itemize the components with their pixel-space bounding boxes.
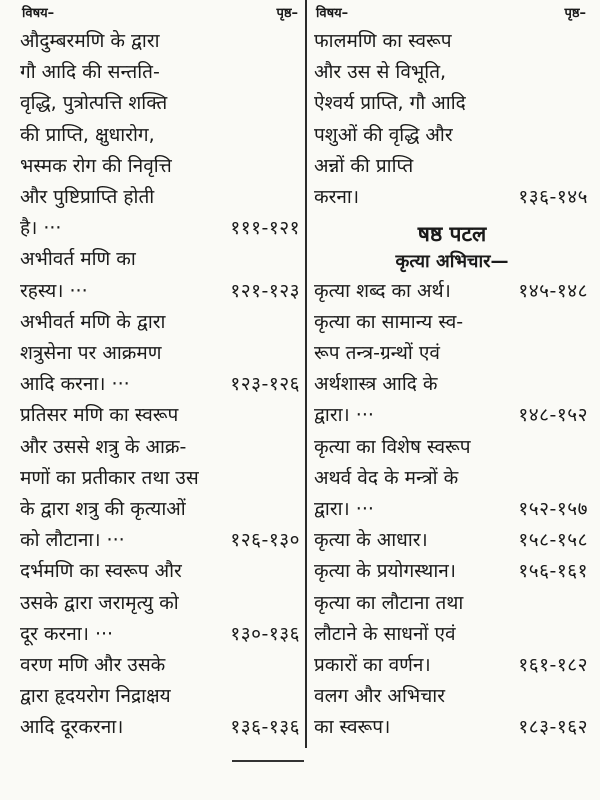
entry-text: कृत्या का विशेष स्वरूप <box>314 435 471 458</box>
entry-text: अर्थशास्त्र आदि के <box>314 373 438 396</box>
entry-page-range: १५८-१५८ <box>518 529 588 552</box>
entry-text: और उस से विभूति, <box>314 61 447 84</box>
index-entry-line <box>20 525 302 556</box>
index-entry-line <box>20 494 302 525</box>
entry-text: कृत्या के प्रयोगस्थान। <box>314 560 456 583</box>
index-entry-line <box>314 57 590 88</box>
index-entry-line <box>20 151 302 182</box>
entry-text: अभीवर्त मणि का <box>20 248 136 271</box>
entry-text: करना। <box>314 186 360 208</box>
entry-page-range: १५२-१५७ <box>518 498 588 520</box>
entry-page-range: १२३-१२६ <box>230 373 300 396</box>
index-entry-line <box>20 400 302 431</box>
index-entry-line <box>20 182 302 213</box>
entry-page-range: १४५-१४८ <box>518 279 588 302</box>
entry-text: कृत्या का लौटाना तथा <box>314 591 464 614</box>
subject-heading: विषय– <box>22 6 55 21</box>
index-entry-line <box>20 588 302 619</box>
entry-text: की प्राप्ति, क्षुधारोग, <box>20 123 155 146</box>
page-heading: पृष्ठ– <box>564 6 586 21</box>
entry-page-range: १४८-१५२ <box>518 404 588 427</box>
index-entry-line <box>20 213 302 244</box>
entry-page-range: १५६-१६१ <box>518 560 588 583</box>
index-entry-line <box>314 588 590 619</box>
page-heading: पृष्ठ– <box>276 6 298 21</box>
entry-text: और पुष्टिप्राप्ति होती <box>20 186 155 208</box>
index-entry-line <box>314 276 590 307</box>
index-entry-line <box>314 432 590 463</box>
index-entry-line <box>20 369 302 400</box>
entry-text: शत्रुसेना पर आक्रमण <box>20 342 162 364</box>
entry-text: द्वारा। ··· <box>314 498 374 520</box>
entry-text: के द्वारा शत्रु की कृत्याओं <box>20 498 186 520</box>
entry-text: द्वारा हृदयरोग निद्राक्षय <box>20 685 171 708</box>
entry-text: प्रकारों का वर्णन। <box>314 654 431 676</box>
index-entry-line <box>314 400 590 431</box>
entry-page-range: १३६-१३६ <box>230 716 300 739</box>
entry-text: लौटाने के साधनों एवं <box>314 622 456 645</box>
entry-text: प्रतिसर मणि का स्वरूप <box>20 404 179 427</box>
entry-text: वरण मणि और उसके <box>20 654 166 676</box>
entry-text: द्वारा। ··· <box>314 404 374 427</box>
entry-text: वलग और अभिचार <box>314 685 445 708</box>
column-divider <box>305 0 307 748</box>
left-column-header <box>20 3 302 25</box>
entry-text: को लौटाना। ··· <box>20 529 125 552</box>
entry-text: है। ··· <box>20 217 62 240</box>
entry-text: भस्मक रोग की निवृत्ति <box>20 154 172 177</box>
index-entry-line <box>20 650 302 681</box>
entry-text: गौ आदि की सन्तति- <box>20 61 160 84</box>
index-entry-line <box>20 276 302 307</box>
index-entry-line <box>314 494 590 525</box>
entry-text: और उससे शत्रु के आक्र- <box>20 435 187 458</box>
index-entry-line <box>20 57 302 88</box>
index-entry-line <box>314 463 590 494</box>
index-entry-line <box>314 556 590 587</box>
index-entry-line <box>20 681 302 712</box>
index-entry-line <box>314 151 590 182</box>
subsection-title-text: कृत्या अभिचार— <box>395 251 509 273</box>
subsection-title <box>314 246 590 277</box>
entry-text: फालमणि का स्वरूप <box>314 30 452 52</box>
entry-text: का स्वरूप। <box>314 716 391 739</box>
right-column <box>314 0 590 740</box>
index-entry-line <box>20 307 302 338</box>
entry-text: कृत्या के आधार। <box>314 529 428 552</box>
entry-text: कृत्या शब्द का अर्थ। <box>314 279 451 302</box>
entry-text: कृत्या का सामान्य स्व- <box>314 310 464 333</box>
section-title-text: षष्ठ पटल <box>417 222 487 247</box>
bottom-rule <box>232 760 304 762</box>
index-entry-line <box>314 681 590 712</box>
entry-text: रहस्य। ··· <box>20 279 88 302</box>
index-entry-line <box>314 182 590 213</box>
entry-page-range: १२१-१२३ <box>230 279 300 302</box>
index-entry-line <box>314 712 590 743</box>
index-entry-line <box>20 463 302 494</box>
index-entry-line <box>20 120 302 151</box>
entry-text: रूप तन्त्र-ग्रन्थों एवं <box>314 342 440 364</box>
entry-text: आदि दूरकरना। <box>20 716 124 739</box>
entry-text: औदुम्बरमणि के द्वारा <box>20 30 160 52</box>
index-entry-line <box>314 338 590 369</box>
entry-text: पशुओं की वृद्धि और <box>314 123 453 146</box>
entry-page-range: १८३-१६२ <box>518 716 588 739</box>
index-entry-line <box>20 244 302 275</box>
index-entry-line <box>314 120 590 151</box>
index-entry-line <box>314 369 590 400</box>
entry-text: अभीवर्त मणि के द्वारा <box>20 310 166 333</box>
index-entry-line <box>20 619 302 650</box>
index-entry-line <box>20 432 302 463</box>
entry-text: अथर्व वेद के मन्त्रों के <box>314 466 459 489</box>
index-entry-line <box>314 619 590 650</box>
entry-text: उसके द्वारा जरामृत्यु को <box>20 591 179 614</box>
index-entry-line <box>314 525 590 556</box>
entry-page-range: १३६-१४५ <box>518 186 588 208</box>
entry-text: वृद्धि, पुत्रोत्पत्ति शक्ति <box>20 92 168 115</box>
left-column <box>20 0 302 740</box>
index-entry-line <box>20 88 302 119</box>
entry-text: मणों का प्रतीकार तथा उस <box>20 466 199 489</box>
index-entry-line <box>314 307 590 338</box>
index-entry-line <box>20 712 302 743</box>
index-entry-line <box>314 650 590 681</box>
entry-page-range: १२६-१३० <box>230 529 300 552</box>
entry-text: दर्भमणि का स्वरूप और <box>20 560 182 583</box>
entry-text: ऐश्वर्य प्राप्ति, गौ आदि <box>314 92 466 115</box>
subject-heading: विषय– <box>316 6 349 21</box>
index-entry-line <box>20 556 302 587</box>
entry-page-range: १६१-१८२ <box>518 654 588 676</box>
index-entry-line <box>314 88 590 119</box>
entry-page-range: १३०-१३६ <box>230 622 300 645</box>
entry-text: दूर करना। ··· <box>20 622 114 645</box>
index-entry-line <box>314 26 590 57</box>
right-column-header <box>314 3 590 25</box>
entry-text: अन्नों की प्राप्ति <box>314 154 414 177</box>
index-entry-line <box>20 338 302 369</box>
entry-text: आदि करना। ··· <box>20 373 130 396</box>
index-entry-line <box>20 26 302 57</box>
entry-page-range: १११-१२१ <box>230 217 300 240</box>
